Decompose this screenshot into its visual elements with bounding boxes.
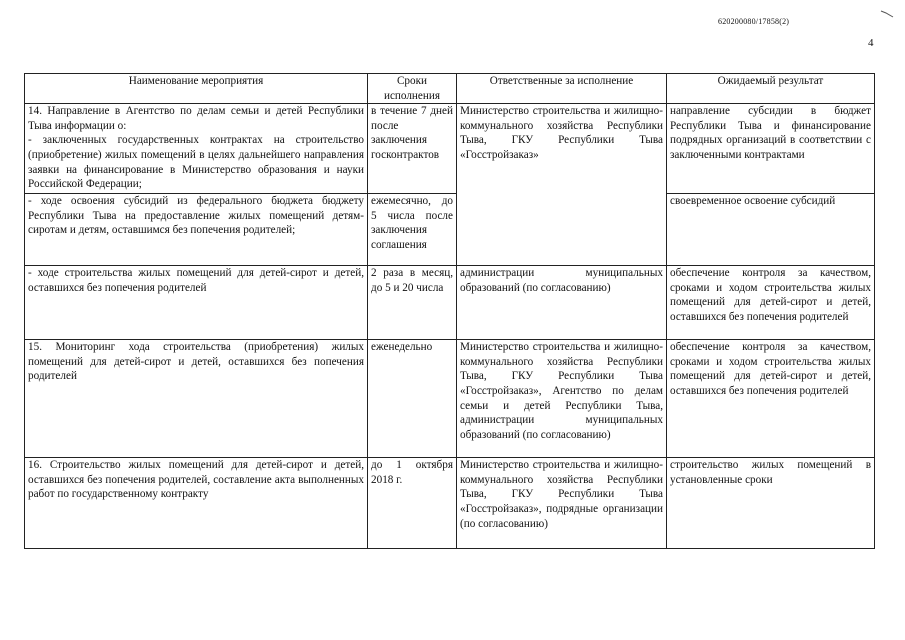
table-row: [25, 266, 875, 340]
column-header-term: Сроки исполнения: [368, 74, 457, 104]
cell-responsible: Министерство строительства и жилищно-коммунального хозяйства Республики Тыва, ГКУ Республики Тыва «Госстройзаказ»: [457, 104, 667, 266]
cell-name-paragraph: 15. Мониторинг хода строительства (приобретения) жилых помещений для детей-сирот и детей, оставшихся без попечения родителей: [28, 341, 364, 383]
cell-term: до 1 октября 2018 г.: [368, 458, 457, 549]
corner-mark-icon: [880, 10, 894, 18]
cell-name: [25, 266, 368, 340]
cell-result: обеспечение контроля за качеством, сроками и ходом строительства жилых помещений для детей-сирот и детей, оставшихся без попечения родителей: [667, 266, 875, 340]
cell-responsible: Министерство строительства и жилищно-коммунального хозяйства Республики Тыва, ГКУ Республики Тыва «Госстройзаказ», подрядные организации (по согласованию): [457, 458, 667, 549]
column-header-responsible: Ответственные за исполнение: [457, 74, 667, 104]
cell-term: 2 раза в месяц, до 5 и 20 числа: [368, 266, 457, 340]
cell-term: ежемесячно, до 5 числа после заключения соглашения: [368, 194, 457, 266]
cell-name-paragraph: 16. Строительство жилых помещений для детей-сирот и детей, оставшихся без попечения родителей, составление акта выполненных работ по государственному контракту: [28, 459, 364, 501]
cell-name-paragraph: - заключенных государственных контрактах на строительство (приобретение) жилых помещений в целях дальнейшего направления заявки на финансирование в Министерство образования и науки Российской Федерации;: [28, 134, 364, 191]
page-number: 4: [868, 37, 874, 49]
table-row: [25, 340, 875, 458]
cell-result: своевременное освоение субсидий: [667, 194, 875, 266]
table-row: [25, 458, 875, 549]
action-plan-table: [24, 73, 875, 549]
cell-name-paragraph: - ходе строительства жилых помещений для детей-сирот и детей, оставшихся без попечения родителей: [28, 267, 364, 294]
cell-name: [25, 458, 368, 549]
cell-name: [25, 194, 368, 266]
document-number: 620200080/17858(2): [718, 17, 790, 26]
table-header-row: [25, 74, 875, 104]
column-header-name: Наименование мероприятия: [25, 74, 368, 104]
table-row: [25, 104, 875, 194]
cell-result: обеспечение контроля за качеством, сроками и ходом строительства жилых помещений для детей-сирот и детей, оставшихся без попечения родителей: [667, 340, 875, 458]
cell-name: [25, 340, 368, 458]
column-header-result: Ожидаемый результат: [667, 74, 875, 104]
cell-name: [25, 104, 368, 194]
table-row: [25, 194, 875, 266]
cell-responsible: администрации муниципальных образований (по согласованию): [457, 266, 667, 340]
cell-responsible: Министерство строительства и жилищно-коммунального хозяйства Республики Тыва, ГКУ Республики Тыва «Госстройзаказ», Агентство по делам семьи и детей Республики Тыва, администрации муниципальных образований (по согласованию): [457, 340, 667, 458]
cell-result: направление субсидии в бюджет Республики Тыва и финансирование подрядных организаций в соответствии с заключенными контрактами: [667, 104, 875, 194]
cell-name-paragraph: 14. Направление в Агентство по делам семьи и детей Республики Тыва информации о:: [28, 105, 364, 132]
cell-term: еженедельно: [368, 340, 457, 458]
cell-result: строительство жилых помещений в установленные сроки: [667, 458, 875, 549]
cell-term: в течение 7 дней после заключения госконтрактов: [368, 104, 457, 194]
cell-name-paragraph: - ходе освоения субсидий из федерального бюджета бюджету Республики Тыва на предоставление жилых помещений детям-сиротам и детям, оставшимся без попечения родителей;: [28, 195, 364, 237]
